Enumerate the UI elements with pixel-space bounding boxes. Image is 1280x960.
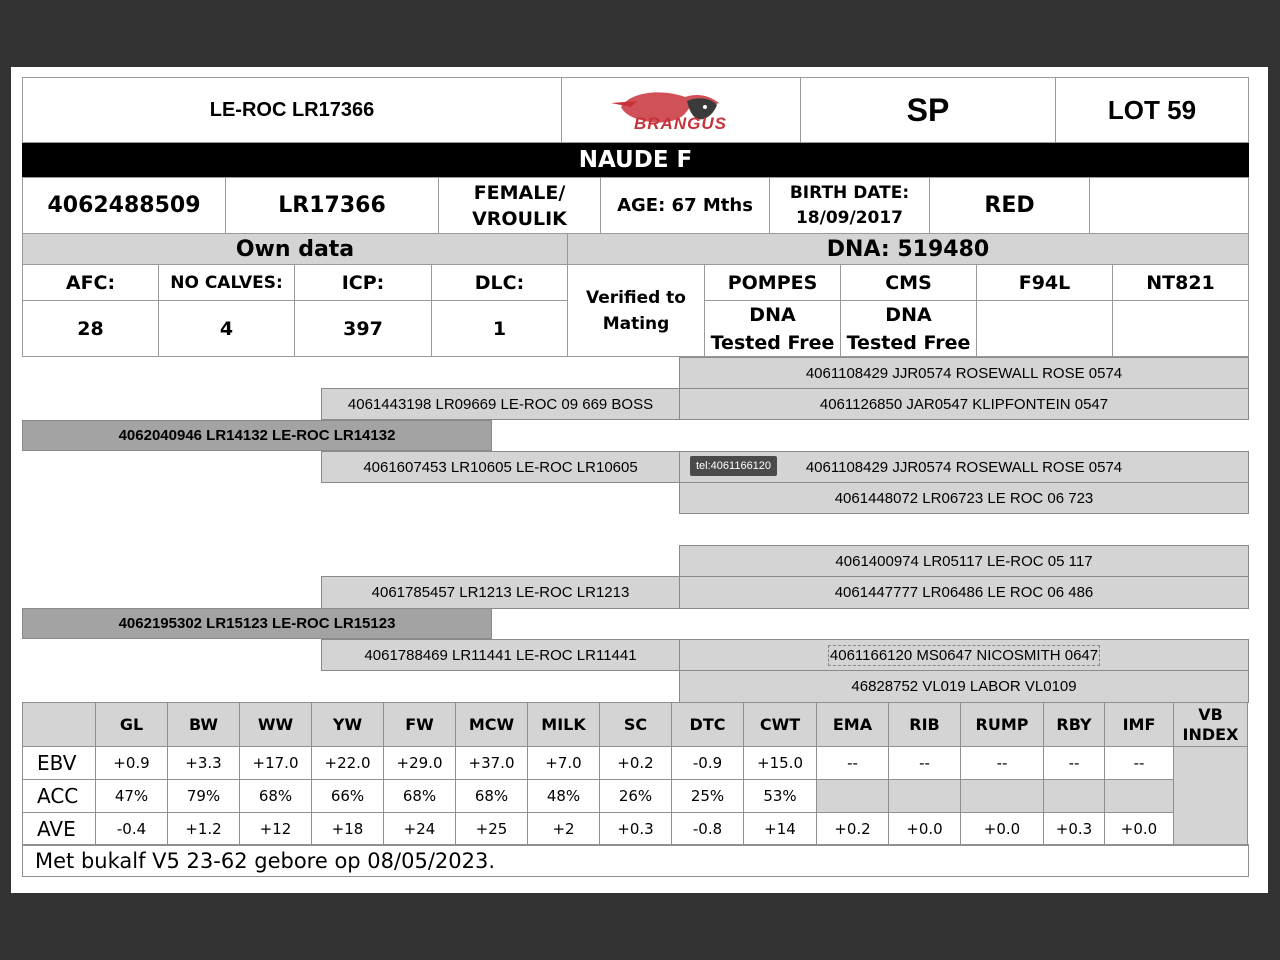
ebv-cell: +37.0 [456, 747, 528, 780]
breedplan-header: DTC [672, 703, 744, 747]
colour: RED [929, 177, 1090, 234]
row-label: EBV [23, 747, 96, 780]
ave-cell: +12 [240, 813, 312, 846]
breedplan-header: MILK [528, 703, 600, 747]
ave-cell: +2 [528, 813, 600, 846]
vb-index-value [1174, 747, 1248, 846]
dna-test-nt821: NT821 [1112, 264, 1249, 301]
acc-cell: 26% [600, 780, 672, 813]
age: AGE: 67 Mths [600, 177, 770, 234]
dna-result-pompes [704, 300, 841, 357]
ave-cell: +0.0 [961, 813, 1044, 846]
verified-line1: Verified to [586, 287, 686, 308]
pedigree-sire-sire: 4061443198 LR09669 LE-ROC 09 669 BOSS [321, 388, 680, 420]
sex [438, 177, 601, 234]
registration-number: 4062488509 [22, 177, 226, 234]
breedplan-header: FW [384, 703, 456, 747]
dna-result-line1: DNA [885, 303, 932, 326]
own-value-icp: 397 [294, 300, 432, 357]
breedplan-row-ave [23, 813, 1248, 846]
dna-test-pompes: POMPES [704, 264, 841, 301]
breedplan-row-acc [23, 780, 1248, 813]
pedigree-dam-dam: 4061788469 LR11441 LE-ROC LR11441 [321, 639, 680, 671]
breedplan-header: EMA [817, 703, 889, 747]
ave-cell: +0.3 [1044, 813, 1105, 846]
lot-number: LOT 59 [1055, 77, 1249, 143]
pedigree-sds: 4061108429 JJR0574 ROSEWALL ROSE 0574 [679, 451, 1249, 483]
acc-cell: 68% [240, 780, 312, 813]
ave-cell: +24 [384, 813, 456, 846]
ave-cell: +0.0 [889, 813, 961, 846]
dna-result-line2: Tested Free [710, 331, 835, 354]
pedigree-dds [679, 639, 1249, 671]
pedigree-dsd: 4061447777 LR06486 LE ROC 06 486 [679, 576, 1249, 609]
breedplan-header: CWT [744, 703, 817, 747]
lot-card [11, 67, 1268, 893]
own-value-afc: 28 [22, 300, 159, 357]
own-label-calves: NO CALVES: [158, 264, 295, 301]
acc-cell: 53% [744, 780, 817, 813]
pedigree-dds-text[interactable]: 4061166120 MS0647 NICOSMITH 0647 [829, 646, 1099, 664]
ebv-cell: -- [1044, 747, 1105, 780]
birth-date-value: 18/09/2017 [795, 207, 904, 228]
row-label: ACC [23, 780, 96, 813]
ebv-cell: +0.9 [96, 747, 168, 780]
ave-cell: +0.0 [1105, 813, 1174, 846]
vb-index-line2: INDEX [1182, 724, 1239, 744]
row-label: AVE [23, 813, 96, 846]
animal-id: LR17366 [225, 177, 439, 234]
ave-cell: +1.2 [168, 813, 240, 846]
acc-cell [1105, 780, 1174, 813]
dna-result-f94l [976, 300, 1113, 357]
pedigree-dam: 4062195302 LR15123 LE-ROC LR15123 [22, 608, 492, 639]
breedplan-header: SC [600, 703, 672, 747]
dna-result-line2: Tested Free [846, 331, 971, 354]
sex-line1: FEMALE/ [473, 181, 566, 204]
ebv-cell: +3.3 [168, 747, 240, 780]
pedigree-sss: 4061108429 JJR0574 ROSEWALL ROSE 0574 [679, 357, 1249, 389]
breedplan-header-row [23, 703, 1248, 747]
acc-cell: 79% [168, 780, 240, 813]
ebv-cell: -0.9 [672, 747, 744, 780]
pedigree-ssd: 4061126850 JAR0547 KLIPFONTEIN 0547 [679, 388, 1249, 420]
verified-line2: Mating [602, 313, 670, 334]
own-label-icp: ICP: [294, 264, 432, 301]
acc-cell [1044, 780, 1105, 813]
dna-test-cms: CMS [840, 264, 977, 301]
logo-wordmark: BRANGUS [634, 114, 727, 133]
ave-cell: +25 [456, 813, 528, 846]
breedplan-header: RBY [1044, 703, 1105, 747]
ave-cell: -0.8 [672, 813, 744, 846]
breedplan-header: WW [240, 703, 312, 747]
acc-cell [889, 780, 961, 813]
ebv-cell: +22.0 [312, 747, 384, 780]
pedigree-dss: 4061400974 LR05117 LE-ROC 05 117 [679, 545, 1249, 577]
extra-cell [1089, 177, 1249, 234]
own-label-dlc: DLC: [431, 264, 568, 301]
ebv-cell: -- [961, 747, 1044, 780]
breedplan-table [22, 702, 1248, 846]
pedigree-sire: 4062040946 LR14132 LE-ROC LR14132 [22, 420, 492, 451]
ebv-cell: +17.0 [240, 747, 312, 780]
breedplan-header: IMF [1105, 703, 1174, 747]
verified-to-mating [567, 264, 705, 357]
dna-result-nt821 [1112, 300, 1249, 357]
birth-date [769, 177, 930, 234]
acc-cell: 25% [672, 780, 744, 813]
ebv-cell: +29.0 [384, 747, 456, 780]
acc-cell: 48% [528, 780, 600, 813]
sex-line2: VROULIK [472, 207, 567, 230]
pedigree-ddd: 46828752 VL019 LABOR VL0109 [679, 670, 1249, 703]
birth-date-label: BIRTH DATE: [789, 182, 910, 203]
ave-cell: +0.2 [817, 813, 889, 846]
dna-result-line1: DNA [749, 303, 796, 326]
phone-tooltip[interactable]: tel:4061166120 [690, 456, 777, 476]
own-data-title: Own data [22, 233, 568, 265]
own-label-afc: AFC: [22, 264, 159, 301]
ave-cell: +18 [312, 813, 384, 846]
breedplan-header: MCW [456, 703, 528, 747]
ebv-cell: -- [817, 747, 889, 780]
ave-cell: -0.4 [96, 813, 168, 846]
breedplan-header: YW [312, 703, 384, 747]
acc-cell [961, 780, 1044, 813]
breedplan-header: GL [96, 703, 168, 747]
breedplan-header: RUMP [961, 703, 1044, 747]
acc-cell: 66% [312, 780, 384, 813]
ebv-cell: -- [1105, 747, 1174, 780]
pedigree-sdd: 4061448072 LR06723 LE ROC 06 723 [679, 482, 1249, 514]
acc-cell [817, 780, 889, 813]
breedplan-row-ebv [23, 747, 1248, 780]
animal-title: LE-ROC LR17366 [22, 77, 562, 143]
ebv-cell: +7.0 [528, 747, 600, 780]
breedplan-header: RIB [889, 703, 961, 747]
ave-cell: +14 [744, 813, 817, 846]
status-code: SP [800, 77, 1056, 143]
comment-line: Met bukalf V5 23-62 gebore op 08/05/2023. [22, 844, 1249, 877]
breedplan-corner [23, 703, 96, 747]
acc-cell: 68% [384, 780, 456, 813]
acc-cell: 68% [456, 780, 528, 813]
ebv-cell: -- [889, 747, 961, 780]
pedigree-dam-sire: 4061785457 LR1213 LE-ROC LR1213 [321, 576, 680, 609]
owner-bar: NAUDE F [22, 143, 1249, 177]
own-value-calves: 4 [158, 300, 295, 357]
pedigree-sire-dam: 4061607453 LR10605 LE-ROC LR10605 [321, 451, 680, 483]
ebv-cell: +0.2 [600, 747, 672, 780]
dna-title: DNA: 519480 [567, 233, 1249, 265]
vb-index-line1: VB [1198, 704, 1223, 724]
dna-test-f94l: F94L [976, 264, 1113, 301]
ebv-cell: +15.0 [744, 747, 817, 780]
dna-result-cms [840, 300, 977, 357]
ave-cell: +0.3 [600, 813, 672, 846]
breedplan-header: BW [168, 703, 240, 747]
own-value-dlc: 1 [431, 300, 568, 357]
acc-cell: 47% [96, 780, 168, 813]
vb-index-header [1174, 703, 1248, 747]
brangus-logo [561, 77, 801, 143]
